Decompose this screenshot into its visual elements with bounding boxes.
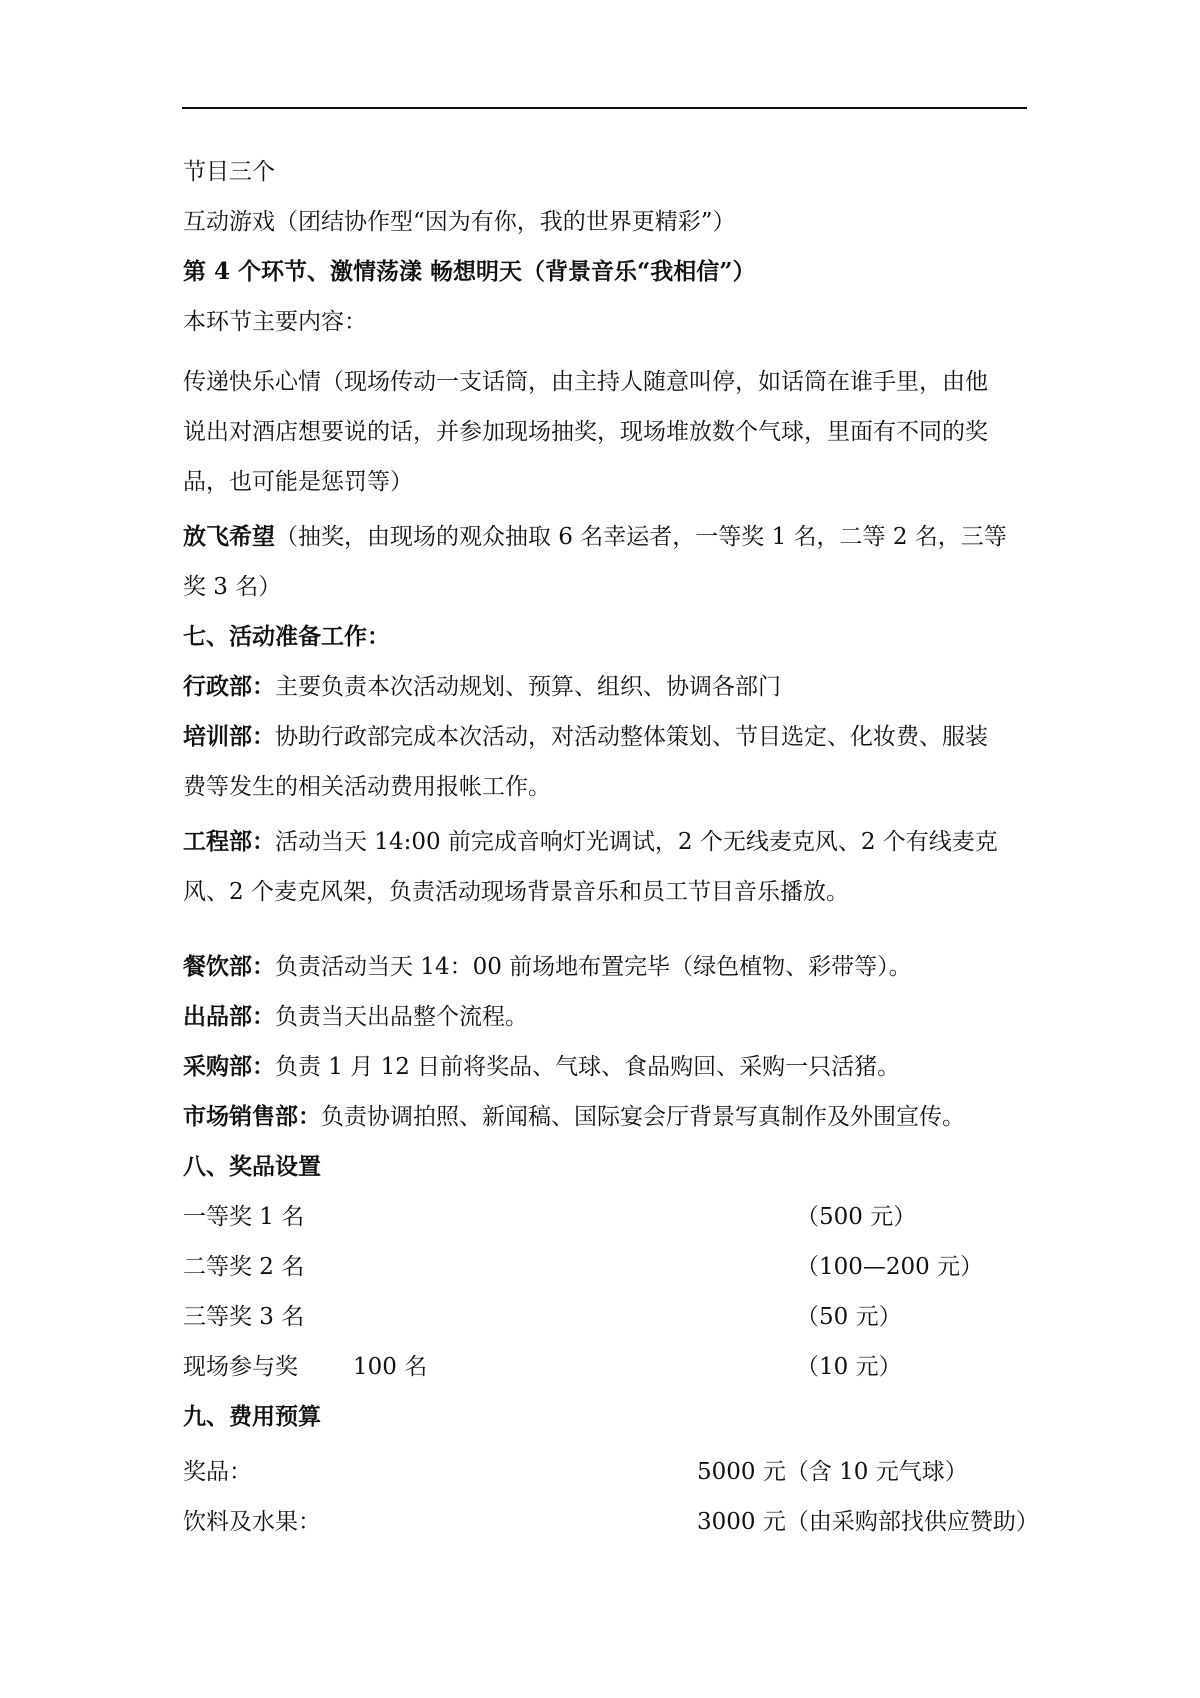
section-heading: 九、费用预算 xyxy=(183,1403,321,1430)
budget-row xyxy=(183,1507,1039,1537)
prize-value: （100—200 元） xyxy=(796,1254,984,1280)
paragraph-line xyxy=(183,1102,965,1132)
prize-row xyxy=(183,1302,902,1332)
label: 餐饮部： xyxy=(183,953,275,980)
prize-count: 100 名 xyxy=(353,1354,428,1380)
paragraph-line: 品，也可能是惩罚等） xyxy=(183,469,413,495)
prize-value: （10 元） xyxy=(796,1354,902,1380)
body-text: 协助行政部完成本次活动，对活动整体策划、节目选定、化妆费、服装 xyxy=(275,724,988,750)
header-rule xyxy=(182,107,1027,109)
prize-value: （50 元） xyxy=(796,1304,902,1330)
label: 行政部： xyxy=(183,673,275,700)
paragraph-line: 说出对酒店想要说的话，并参加现场抽奖，现场堆放数个气球，里面有不同的奖 xyxy=(183,419,988,445)
budget-row xyxy=(183,1457,968,1487)
prize-row xyxy=(183,1352,902,1382)
section-heading: 第 4 个环节、激情荡漾 畅想明天（背景音乐“我相信”） xyxy=(183,258,756,285)
label: 培训部： xyxy=(183,723,275,750)
prize-name: 一等奖 1 名 xyxy=(183,1204,305,1230)
budget-item: 饮料及水果： xyxy=(183,1509,321,1535)
prize-name: 现场参与奖 xyxy=(183,1354,298,1380)
text-line: 本环节主要内容： xyxy=(183,309,367,335)
budget-item: 奖品： xyxy=(183,1459,252,1485)
prize-row xyxy=(183,1252,984,1282)
body-text: 活动当天 14:00 前完成音响灯光调试，2 个无线麦克风、2 个有线麦克 xyxy=(275,829,998,855)
body-text: 负责当天出品整个流程。 xyxy=(275,1004,528,1030)
prize-row xyxy=(183,1202,917,1232)
budget-amount: 3000 元（由采购部找供应赞助） xyxy=(697,1509,1039,1535)
body-text: 负责活动当天 14：00 前场地布置完毕（绿色植物、彩带等）。 xyxy=(275,954,912,980)
body-text: （抽奖，由现场的观众抽取 6 名幸运者，一等奖 1 名，二等 2 名，三等 xyxy=(275,524,1007,550)
paragraph-line xyxy=(183,1002,528,1032)
text-line: 互动游戏（团结协作型“因为有你，我的世界更精彩”） xyxy=(183,209,736,235)
paragraph-line: 奖 3 名） xyxy=(183,574,282,600)
label: 工程部： xyxy=(183,828,275,855)
section-heading: 七、活动准备工作： xyxy=(183,623,390,650)
paragraph-line xyxy=(183,722,988,752)
prize-name: 三等奖 3 名 xyxy=(183,1304,305,1330)
body-text: 负责 1 月 12 日前将奖品、气球、食品购回、采购一只活猪。 xyxy=(275,1054,901,1080)
paragraph-line xyxy=(183,827,998,857)
prize-name: 二等奖 2 名 xyxy=(183,1254,305,1280)
label: 放飞希望 xyxy=(183,523,275,550)
label: 采购部： xyxy=(183,1053,275,1080)
label: 市场销售部： xyxy=(183,1103,321,1130)
paragraph-line xyxy=(183,672,781,702)
paragraph-line: 费等发生的相关活动费用报帐工作。 xyxy=(183,774,551,800)
budget-amount: 5000 元（含 10 元气球） xyxy=(697,1459,968,1485)
text-line: 节目三个 xyxy=(183,159,275,185)
paragraph-line: 传递快乐心情（现场传动一支话筒，由主持人随意叫停，如话筒在谁手里，由他 xyxy=(183,369,988,395)
paragraph-line xyxy=(183,1052,900,1082)
paragraph-line: 风、2 个麦克风架，负责活动现场背景音乐和员工节目音乐播放。 xyxy=(183,879,849,905)
prize-value: （500 元） xyxy=(796,1204,917,1230)
section-heading: 八、奖品设置 xyxy=(183,1153,321,1180)
body-text: 负责协调拍照、新闻稿、国际宴会厅背景写真制作及外围宣传。 xyxy=(321,1104,965,1130)
label: 出品部： xyxy=(183,1003,275,1030)
paragraph-line xyxy=(183,952,912,982)
body-text: 主要负责本次活动规划、预算、组织、协调各部门 xyxy=(275,674,781,700)
paragraph-line xyxy=(183,522,1007,552)
